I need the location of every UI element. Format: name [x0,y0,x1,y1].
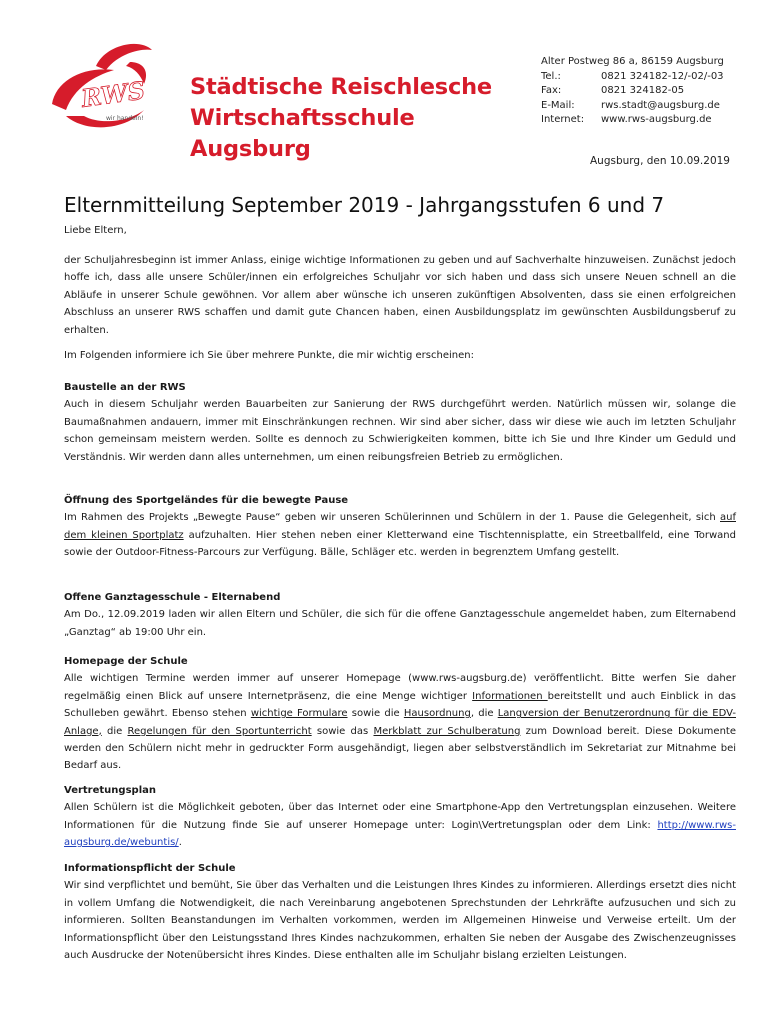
lead-paragraph: Im Folgenden informiere ich Sie über mehrere Punkte, die mir wichtig erscheinen: [64,350,474,361]
house-rules-link[interactable]: Hausordnung [403,708,471,720]
information-link[interactable]: Informationen [472,690,548,702]
document-title: Elternmitteilung September 2019 - Jahrgangsstufen 6 und 7 [64,193,665,217]
webuntis-link[interactable]: http://www.rws-augsburg.de/webuntis/ [64,819,736,849]
section-homepage [64,653,736,775]
text-run: bereitstellt und auch Einblick in das Schulleben gewährt. Ebenso stehen [64,690,736,720]
contact-row-fax [541,84,761,99]
section-information-duty [64,860,736,964]
section-text [64,670,736,774]
section-construction [64,379,736,466]
contact-label: Fax: [541,85,562,97]
contact-value: rws.stadt@augsburg.de [601,99,720,111]
text-run: sowie das [311,725,374,737]
contact-label: E-Mail: [541,99,575,111]
intro-paragraph: der Schuljahresbeginn ist immer Anlass, einige wichtige Informationen zu geben und auf Sachverhalte hinzuweisen. Zunächst jedoch hoffe ich, dass alle unsere Schüler/innen ein erfolgreiches Schuljahr vor sich haben und dass sich unsere Neuen schnell an die Abläufe in unserer Schule gewöhnen. Vor allem aber wünsche ich unseren zukünftigen Absolventen, dass sie einen erfolgreichen Abschluss an unserer RWS schaffen und damit gute Chancen haben, einen Ausbildungsplatz im gewünschten Ausbildungsberuf zu erhalten. [64,255,736,336]
sports-rules-link[interactable]: Regelungen für den Sportunterricht [127,725,312,737]
section-heading: Offene Ganztagesschule - Elternabend [64,592,281,603]
sports-ground-link[interactable]: auf dem kleinen Sportplatz [64,512,736,541]
contact-value: 0821 324182-05 [601,85,685,97]
greeting: Liebe Eltern, [64,225,127,236]
contact-value: 0821 324182-12/-02/-03 [601,70,724,82]
section-text [64,799,736,851]
text-run: Alle wichtigen Termine werden immer auf unserer Homepage (www.rws-augsburg.de) veröffentlicht. Bitte werfen Sie daher regelmäßig einen Blick auf unsere Internetpräsenz, die eine Menge wichtiger [64,673,736,702]
school-name-line-1: Städtische Reischlesche [190,74,492,100]
contact-label: Tel.: [541,70,561,82]
section-heading: Homepage der Schule [64,656,188,667]
contact-value: www.rws-augsburg.de [601,114,712,126]
text-run: die [101,725,128,737]
contact-row-email [541,99,761,114]
section-heading: Vertretungsplan [64,785,156,796]
section-text: Wir sind verpflichtet und bemüht, Sie über das Verhalten und die Leistungen Ihres Kindes zu informieren. Allerdings ersetzt dies nicht in vollem Umfang die Notwendigkeit, die nach Vereinbarung angebotenen Sprechstunden der Lehrkräfte aufzusuchen und sich zu informieren. Sollten Beanstandungen im Verhalten vorkommen, werden im Allgemeinen Hinweise und Verweise erteilt. Um der Informationspflicht über den Leistungsstand Ihres Kindes nachzukommen, erhalten Sie neben der Ausgabe des Zwischenzeugnisses auch Ausdrucke der Notenübersicht ihres Kindes. Diese enthalten alle im Schuljahr bislang erzielten Leistungen. [64,880,736,962]
section-sports-ground [64,492,736,562]
section-heading: Öffnung des Sportgeländes für die bewegte Pause [64,495,349,506]
text-run: aufzuhalten. Hier stehen neben einer Kletterwand eine Tischtennisplatte, ein Streetballfeld, eine Torwand sowie der Outdoor-Fitness-Parcours zur Verfügung. Bälle, Schläger etc. werden in begrenztem Umfang gestellt. [64,529,736,559]
contact-row-internet [541,113,761,128]
section-text [64,509,736,561]
section-text: Auch in diesem Schuljahr werden Bauarbeiten zur Sanierung der RWS durchgeführt werden. Natürlich müssen wir, solange die Baumaßnahmen andauern, immer mit Einschränkungen rechnen. Wir sind aber sicher, dass wir diese wie auch im letzten Schuljahr schon gemeinsam meistern werden. Sollte es dennoch zu Schwierigkeiten kommen, bitte ich Sie und Ihre Kinder um Geduld und Verständnis. Wir werden dann alles unternehmen, um einen reibungsfreien Betrieb zu ermöglichen. [64,399,736,463]
contact-row-phone [541,70,761,85]
school-name-line-2: Wirtschaftsschule Augsburg [190,105,415,162]
section-substitution-plan [64,782,736,852]
text-run: sowie die [347,708,404,720]
logo-text: RWS [79,75,147,113]
section-heading: Informationspflicht der Schule [64,863,236,874]
text-run: . [178,837,182,849]
letter-date: Augsburg, den 10.09.2019 [589,155,730,167]
contact-label: Internet: [541,114,585,126]
text-run: Im Rahmen des Projekts „Bewegte Pause“ geben wir unseren Schülerinnen und Schülern in der 1. Pause die Gelegenheit, sich [64,512,720,524]
logo-tagline: wir handeln! [106,115,144,122]
text-run: Allen Schülern ist die Möglichkeit geboten, über das Internet oder eine Smartphone-App den Vertretungsplan einzusehen. Weitere Informationen für die Nutzung finde Sie auf unserer Homepage unter: Login\Vertretungsplan oder dem Link: [64,802,736,831]
school-logo [44,40,164,140]
section-text: Am Do., 12.09.2019 laden wir allen Eltern und Schüler, die sich für die offene Ganztagesschule angemeldet haben, zum Elternabend „Ganztag“ ab 19:00 Uhr ein. [64,609,736,638]
section-heading: Baustelle an der RWS [64,382,186,393]
text-run: zum Download bereit. Diese Dokumente werden den Schülern nicht mehr in gedruckter Form ausgehändigt, liegen aber selbstverständlich im Sekretariat zur Mitnahme bei Bedarf aus. [64,725,736,772]
counseling-leaflet-link[interactable]: Merkblatt zur Schulberatung [373,725,521,737]
section-all-day-school [64,589,736,641]
address: Alter Postweg 86 a, 86159 Augsburg [541,56,724,67]
school-name [190,72,530,165]
contact-block [541,55,761,128]
forms-link[interactable]: wichtige Formulare [250,708,348,720]
it-usage-rules-link[interactable]: Langversion der Benutzerordnung für die EDV-Anlage, [64,708,736,737]
text-run: , die [470,708,498,720]
